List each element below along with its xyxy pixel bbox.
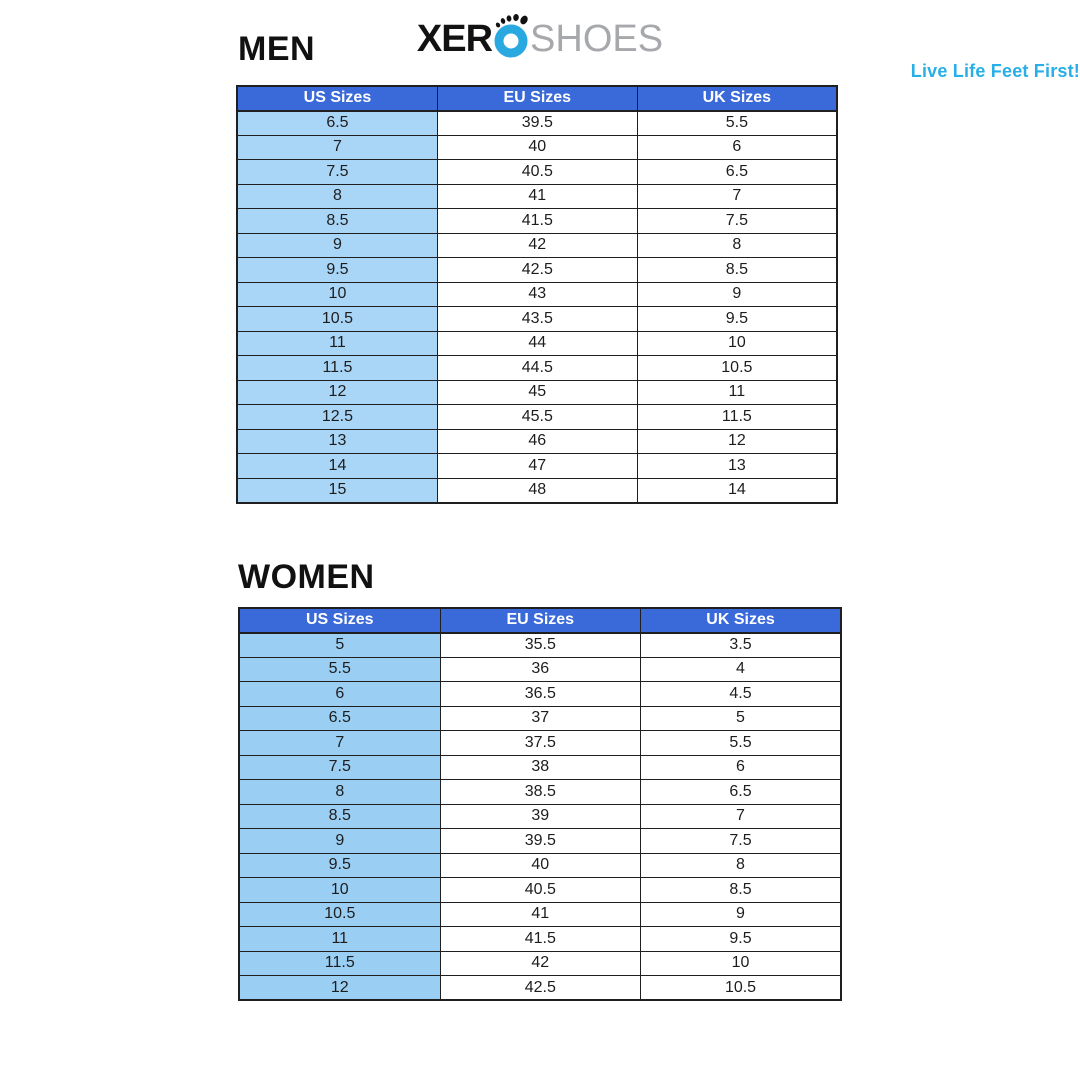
uk-size-cell: 9.5: [641, 927, 841, 952]
uk-size-cell: 8.5: [637, 258, 837, 283]
size-row: [237, 331, 837, 356]
eu-size-cell: 36: [440, 657, 640, 682]
us-size-cell: 5: [239, 633, 440, 658]
column-header: UK Sizes: [641, 608, 841, 633]
size-row: [237, 282, 837, 307]
us-size-cell: 7.5: [237, 160, 437, 185]
eu-size-cell: 37: [440, 706, 640, 731]
uk-size-cell: 9.5: [637, 307, 837, 332]
us-size-cell: 6.5: [237, 111, 437, 136]
uk-size-cell: 4: [641, 657, 841, 682]
men-size-table: [236, 85, 838, 504]
size-row: [237, 380, 837, 405]
size-row: [239, 633, 841, 658]
size-row: [237, 233, 837, 258]
uk-size-cell: 8: [641, 853, 841, 878]
column-header: UK Sizes: [637, 86, 837, 111]
size-row: [237, 184, 837, 209]
uk-size-cell: 4.5: [641, 682, 841, 707]
us-size-cell: 12: [237, 380, 437, 405]
uk-size-cell: 9: [641, 902, 841, 927]
eu-size-cell: 36.5: [440, 682, 640, 707]
eu-size-cell: 40: [437, 135, 637, 160]
uk-size-cell: 5.5: [637, 111, 837, 136]
size-row: [237, 258, 837, 283]
uk-size-cell: 8.5: [641, 878, 841, 903]
uk-size-cell: 12: [637, 429, 837, 454]
us-size-cell: 9: [237, 233, 437, 258]
us-size-cell: 15: [237, 478, 437, 503]
us-size-cell: 12: [239, 976, 440, 1001]
header-row: [237, 86, 837, 111]
xero-shoes-logo: [0, 12, 1080, 82]
eu-size-cell: 41.5: [440, 927, 640, 952]
eu-size-cell: 46: [437, 429, 637, 454]
uk-size-cell: 14: [637, 478, 837, 503]
us-size-cell: 7: [239, 731, 440, 756]
eu-size-cell: 39.5: [437, 111, 637, 136]
logo-tagline: Live Life Feet First!: [910, 61, 1080, 81]
size-row: [237, 160, 837, 185]
size-row: [239, 731, 841, 756]
size-row: [239, 878, 841, 903]
us-size-cell: 8.5: [239, 804, 440, 829]
eu-size-cell: 45: [437, 380, 637, 405]
uk-size-cell: 10.5: [641, 976, 841, 1001]
women-size-table: [238, 607, 842, 1001]
uk-size-cell: 11.5: [637, 405, 837, 430]
size-row: [239, 927, 841, 952]
eu-size-cell: 43.5: [437, 307, 637, 332]
uk-size-cell: 10: [641, 951, 841, 976]
us-size-cell: 9.5: [237, 258, 437, 283]
size-row: [237, 307, 837, 332]
us-size-cell: 7: [237, 135, 437, 160]
uk-size-cell: 8: [637, 233, 837, 258]
eu-size-cell: 42: [440, 951, 640, 976]
eu-size-cell: 40.5: [440, 878, 640, 903]
uk-size-cell: 7: [641, 804, 841, 829]
size-row: [239, 902, 841, 927]
size-row: [237, 454, 837, 479]
logo-text-xer: XER: [416, 18, 493, 60]
uk-size-cell: 3.5: [641, 633, 841, 658]
size-row: [239, 976, 841, 1001]
us-size-cell: 10: [237, 282, 437, 307]
eu-size-cell: 40: [440, 853, 640, 878]
size-row: [237, 478, 837, 503]
eu-size-cell: 47: [437, 454, 637, 479]
column-header: US Sizes: [239, 608, 440, 633]
eu-size-cell: 35.5: [440, 633, 640, 658]
eu-size-cell: 42: [437, 233, 637, 258]
column-header: EU Sizes: [437, 86, 637, 111]
size-row: [237, 209, 837, 234]
eu-size-cell: 44: [437, 331, 637, 356]
size-row: [239, 706, 841, 731]
size-row: [237, 429, 837, 454]
us-size-cell: 10: [239, 878, 440, 903]
us-size-cell: 14: [237, 454, 437, 479]
eu-size-cell: 41.5: [437, 209, 637, 234]
uk-size-cell: 11: [637, 380, 837, 405]
logo-text-shoes: SHOES: [530, 18, 664, 60]
uk-size-cell: 7.5: [637, 209, 837, 234]
eu-size-cell: 45.5: [437, 405, 637, 430]
us-size-cell: 11: [239, 927, 440, 952]
uk-size-cell: 5.5: [641, 731, 841, 756]
uk-size-cell: 10.5: [637, 356, 837, 381]
us-size-cell: 7.5: [239, 755, 440, 780]
size-row: [237, 405, 837, 430]
us-size-cell: 10.5: [239, 902, 440, 927]
uk-size-cell: 9: [637, 282, 837, 307]
uk-size-cell: 7.5: [641, 829, 841, 854]
us-size-cell: 11.5: [237, 356, 437, 381]
us-size-cell: 5.5: [239, 657, 440, 682]
uk-size-cell: 13: [637, 454, 837, 479]
uk-size-cell: 6.5: [641, 780, 841, 805]
eu-size-cell: 38: [440, 755, 640, 780]
column-header: US Sizes: [237, 86, 437, 111]
eu-size-cell: 39.5: [440, 829, 640, 854]
men-section-title: MEN: [238, 30, 316, 68]
eu-size-cell: 40.5: [437, 160, 637, 185]
size-row: [239, 829, 841, 854]
us-size-cell: 6: [239, 682, 440, 707]
us-size-cell: 13: [237, 429, 437, 454]
us-size-cell: 9.5: [239, 853, 440, 878]
size-row: [239, 780, 841, 805]
size-row: [239, 853, 841, 878]
size-row: [237, 135, 837, 160]
us-size-cell: 11: [237, 331, 437, 356]
eu-size-cell: 37.5: [440, 731, 640, 756]
eu-size-cell: 42.5: [437, 258, 637, 283]
us-size-cell: 9: [239, 829, 440, 854]
us-size-cell: 11.5: [239, 951, 440, 976]
logo-wordmark: [417, 12, 663, 58]
us-size-cell: 8.5: [237, 209, 437, 234]
size-row: [239, 804, 841, 829]
uk-size-cell: 6: [637, 135, 837, 160]
header-row: [239, 608, 841, 633]
us-size-cell: 8: [237, 184, 437, 209]
uk-size-cell: 5: [641, 706, 841, 731]
eu-size-cell: 48: [437, 478, 637, 503]
uk-size-cell: 6: [641, 755, 841, 780]
uk-size-cell: 6.5: [637, 160, 837, 185]
column-header: EU Sizes: [440, 608, 640, 633]
eu-size-cell: 38.5: [440, 780, 640, 805]
women-section-title: WOMEN: [238, 558, 375, 596]
us-size-cell: 10.5: [237, 307, 437, 332]
eu-size-cell: 43: [437, 282, 637, 307]
size-row: [239, 682, 841, 707]
us-size-cell: 6.5: [239, 706, 440, 731]
size-row: [237, 111, 837, 136]
foot-o-icon: [493, 12, 529, 58]
eu-size-cell: 39: [440, 804, 640, 829]
eu-size-cell: 41: [437, 184, 637, 209]
eu-size-cell: 41: [440, 902, 640, 927]
size-row: [239, 951, 841, 976]
uk-size-cell: 7: [637, 184, 837, 209]
eu-size-cell: 42.5: [440, 976, 640, 1001]
size-row: [237, 356, 837, 381]
size-row: [239, 657, 841, 682]
uk-size-cell: 10: [637, 331, 837, 356]
eu-size-cell: 44.5: [437, 356, 637, 381]
size-row: [239, 755, 841, 780]
us-size-cell: 8: [239, 780, 440, 805]
us-size-cell: 12.5: [237, 405, 437, 430]
